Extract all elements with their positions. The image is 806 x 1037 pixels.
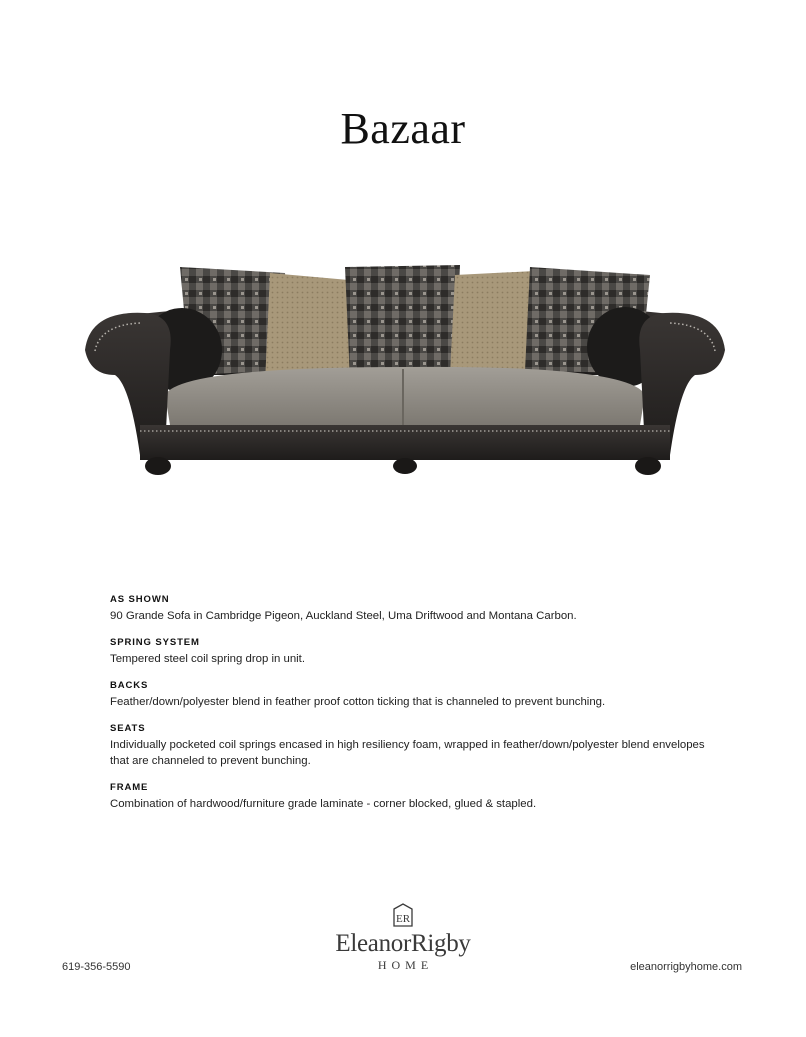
spec-label: SEATS xyxy=(110,723,146,734)
spec-backs xyxy=(110,680,710,710)
brand-logo xyxy=(303,902,503,972)
brand-sub: HOME xyxy=(377,958,434,972)
spec-text: Combination of hardwood/furniture grade laminate - corner blocked, glued & stapled. xyxy=(110,798,537,810)
spec-as-shown xyxy=(110,594,710,624)
spec-list xyxy=(110,594,710,825)
footer-website[interactable]: eleanorrigbyhome.com xyxy=(630,961,742,973)
spec-text: Individually pocketed coil springs encased in high resiliency foam, wrapped in feather/down/polyester blend envelopes that are channeled to prevent bunching. xyxy=(110,739,705,767)
spec-text: Tempered steel coil spring drop in unit. xyxy=(110,653,306,665)
spec-label: SPRING SYSTEM xyxy=(110,637,200,648)
spec-text: 90 Grande Sofa in Cambridge Pigeon, Auckland Steel, Uma Driftwood and Montana Carbon. xyxy=(110,610,577,622)
spec-frame xyxy=(110,782,710,812)
spec-spring-system xyxy=(110,637,710,667)
product-title: Bazaar xyxy=(340,104,466,153)
spec-label: FRAME xyxy=(110,782,149,793)
footer-phone: 619-356-5590 xyxy=(62,961,131,973)
monogram-text: ER xyxy=(395,913,411,925)
monogram-icon xyxy=(390,902,416,928)
product-image-sofa xyxy=(70,255,740,490)
spec-seats xyxy=(110,723,710,769)
spec-text: Feather/down/polyester blend in feather proof cotton ticking that is channeled to prevent bunching. xyxy=(110,696,606,708)
spec-label: BACKS xyxy=(110,680,149,691)
brand-name: EleanorRigby xyxy=(335,930,471,957)
spec-label: AS SHOWN xyxy=(110,594,170,605)
sofa-illustration xyxy=(70,255,740,490)
